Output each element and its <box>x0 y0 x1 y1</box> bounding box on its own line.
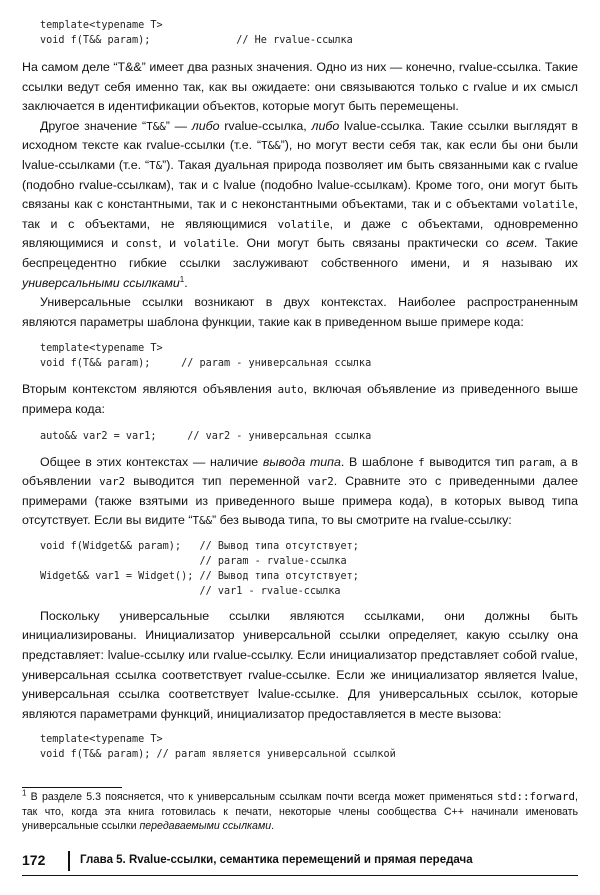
code-line: // param - rvalue-ссылка <box>40 555 347 567</box>
footer-divider <box>68 851 70 871</box>
paragraph-3: Универсальные ссылки возникают в двух контекстах. Наиболее распространенным являются параметры шаблона функции, такие как в приведенном выше примере кода: <box>22 295 578 329</box>
code-block-3 <box>40 429 578 444</box>
code-block-5 <box>40 732 578 762</box>
code-line: void f(T&& param); // param является универсальной ссылкой <box>40 749 396 761</box>
footer-rule <box>22 875 578 876</box>
code-line: template<typename T> <box>40 734 163 746</box>
page-body <box>22 14 578 762</box>
code-line: auto&& var2 = var1; // var2 - универсальная ссылка <box>40 430 372 442</box>
code-line: Widget&& var1 = Widget(); // Вывод типа отсутствует; <box>40 570 359 582</box>
code-line: // var1 - rvalue-ссылка <box>40 585 341 597</box>
footnote-divider <box>22 787 122 788</box>
paragraph-6: Поскольку универсальные ссылки являются ссылками, они должны быть инициализированы. Инициализатор универсальной ссылки определяет, какую ссылку она представляет: lvalue-ссылку или rvalue-ссылку. Если инициализатор представляет собой rvalue, универсальная ссылка соответствует rvalue-ссылке. Если же инициализатор является lvalue, универсальная ссылка соответствует lvalue-ссылке. Для универсальных ссылок, которые являются параметрами функций, инициализатор предоставляется в месте вызова: <box>22 608 578 721</box>
code-block-2 <box>40 341 578 371</box>
paragraph-5: Общее в этих контекстах — наличие вывода типа. В шаблоне f выводится тип param, а в объявлении var2 выводится тип переменной var2. Сравните это с приведенными далее примерами (также взятыми из приведенного выше примера кода), в которых вывод типа отсутствует. Если вы видите “T&&” без вывода типа, то вы смотрите на rvalue-ссылку: <box>22 454 579 528</box>
chapter-title: Глава 5. Rvalue-ссылки, семантика перемещений и прямая передача <box>80 854 473 866</box>
code-block-4 <box>40 539 578 599</box>
page-number: 172 <box>22 852 46 868</box>
code-line: template<typename T> <box>40 20 163 31</box>
footnote: $^1$ В разделе 5.3 поясняется, что к универсальным ссылкам почти всегда может применяться std::forward, так что, когда эта книга готовилась к печати, некоторые члены сообщества C++ начинали именовать универсальные ссылки передаваемыми ссылками. <box>22 788 578 832</box>
paragraph-2: Другое значение “T&&” — либо rvalue-ссылка, либо lvalue-ссылка. Такие ссылки выглядят в исходном тексте как rvalue-ссылки (т.е. “T&&”), но могут вести себя так, как если бы они были lvalue-ссылками (т.е. “T&”). Такая дуальная природа позволяет им быть связанными как с rvalue (подобно rvalue-ссылкам), так и с lvalue (подобно lvalue-ссылкам). Кроме того, они могут быть связаны как с константными, так и с неконстантными объектами, так и с объектами volatile, так и с объектами, не являющимися volatile, и даже с объектами, одновременно являющимися и const, и volatile. Они могут быть связаны практически со всем. Такие беспрецедентно гибкие ссылки заслуживают собственного имени, и я называю их универсальными ссылками$^1$. <box>22 118 579 290</box>
page-footer <box>22 851 578 873</box>
code-line: void f(T&& param); // Не rvalue-ссылка <box>40 35 353 46</box>
code-block-1 <box>40 18 578 48</box>
paragraph-1: На самом деле “T&&” имеет два разных значения. Одно из них — конечно, rvalue-ссылка. Такие ссылки ведут себя именно так, как вы ожидаете: они связываются только с rvalue и их смысл заключается в идентификации объектов, которые могут быть перемещены. <box>22 60 578 114</box>
code-line: template<typename T> <box>40 343 163 355</box>
code-line: void f(T&& param); // param - универсальная ссылка <box>40 358 372 370</box>
footnote-number: 1 <box>22 788 27 798</box>
footnote-marker: 1 <box>179 274 185 284</box>
code-line: void f(Widget&& param); // Вывод типа отсутствует; <box>40 540 359 552</box>
paragraph-4: Вторым контекстом являются объявления auto, включая объявление из приведенного выше примера кода: <box>22 382 578 416</box>
